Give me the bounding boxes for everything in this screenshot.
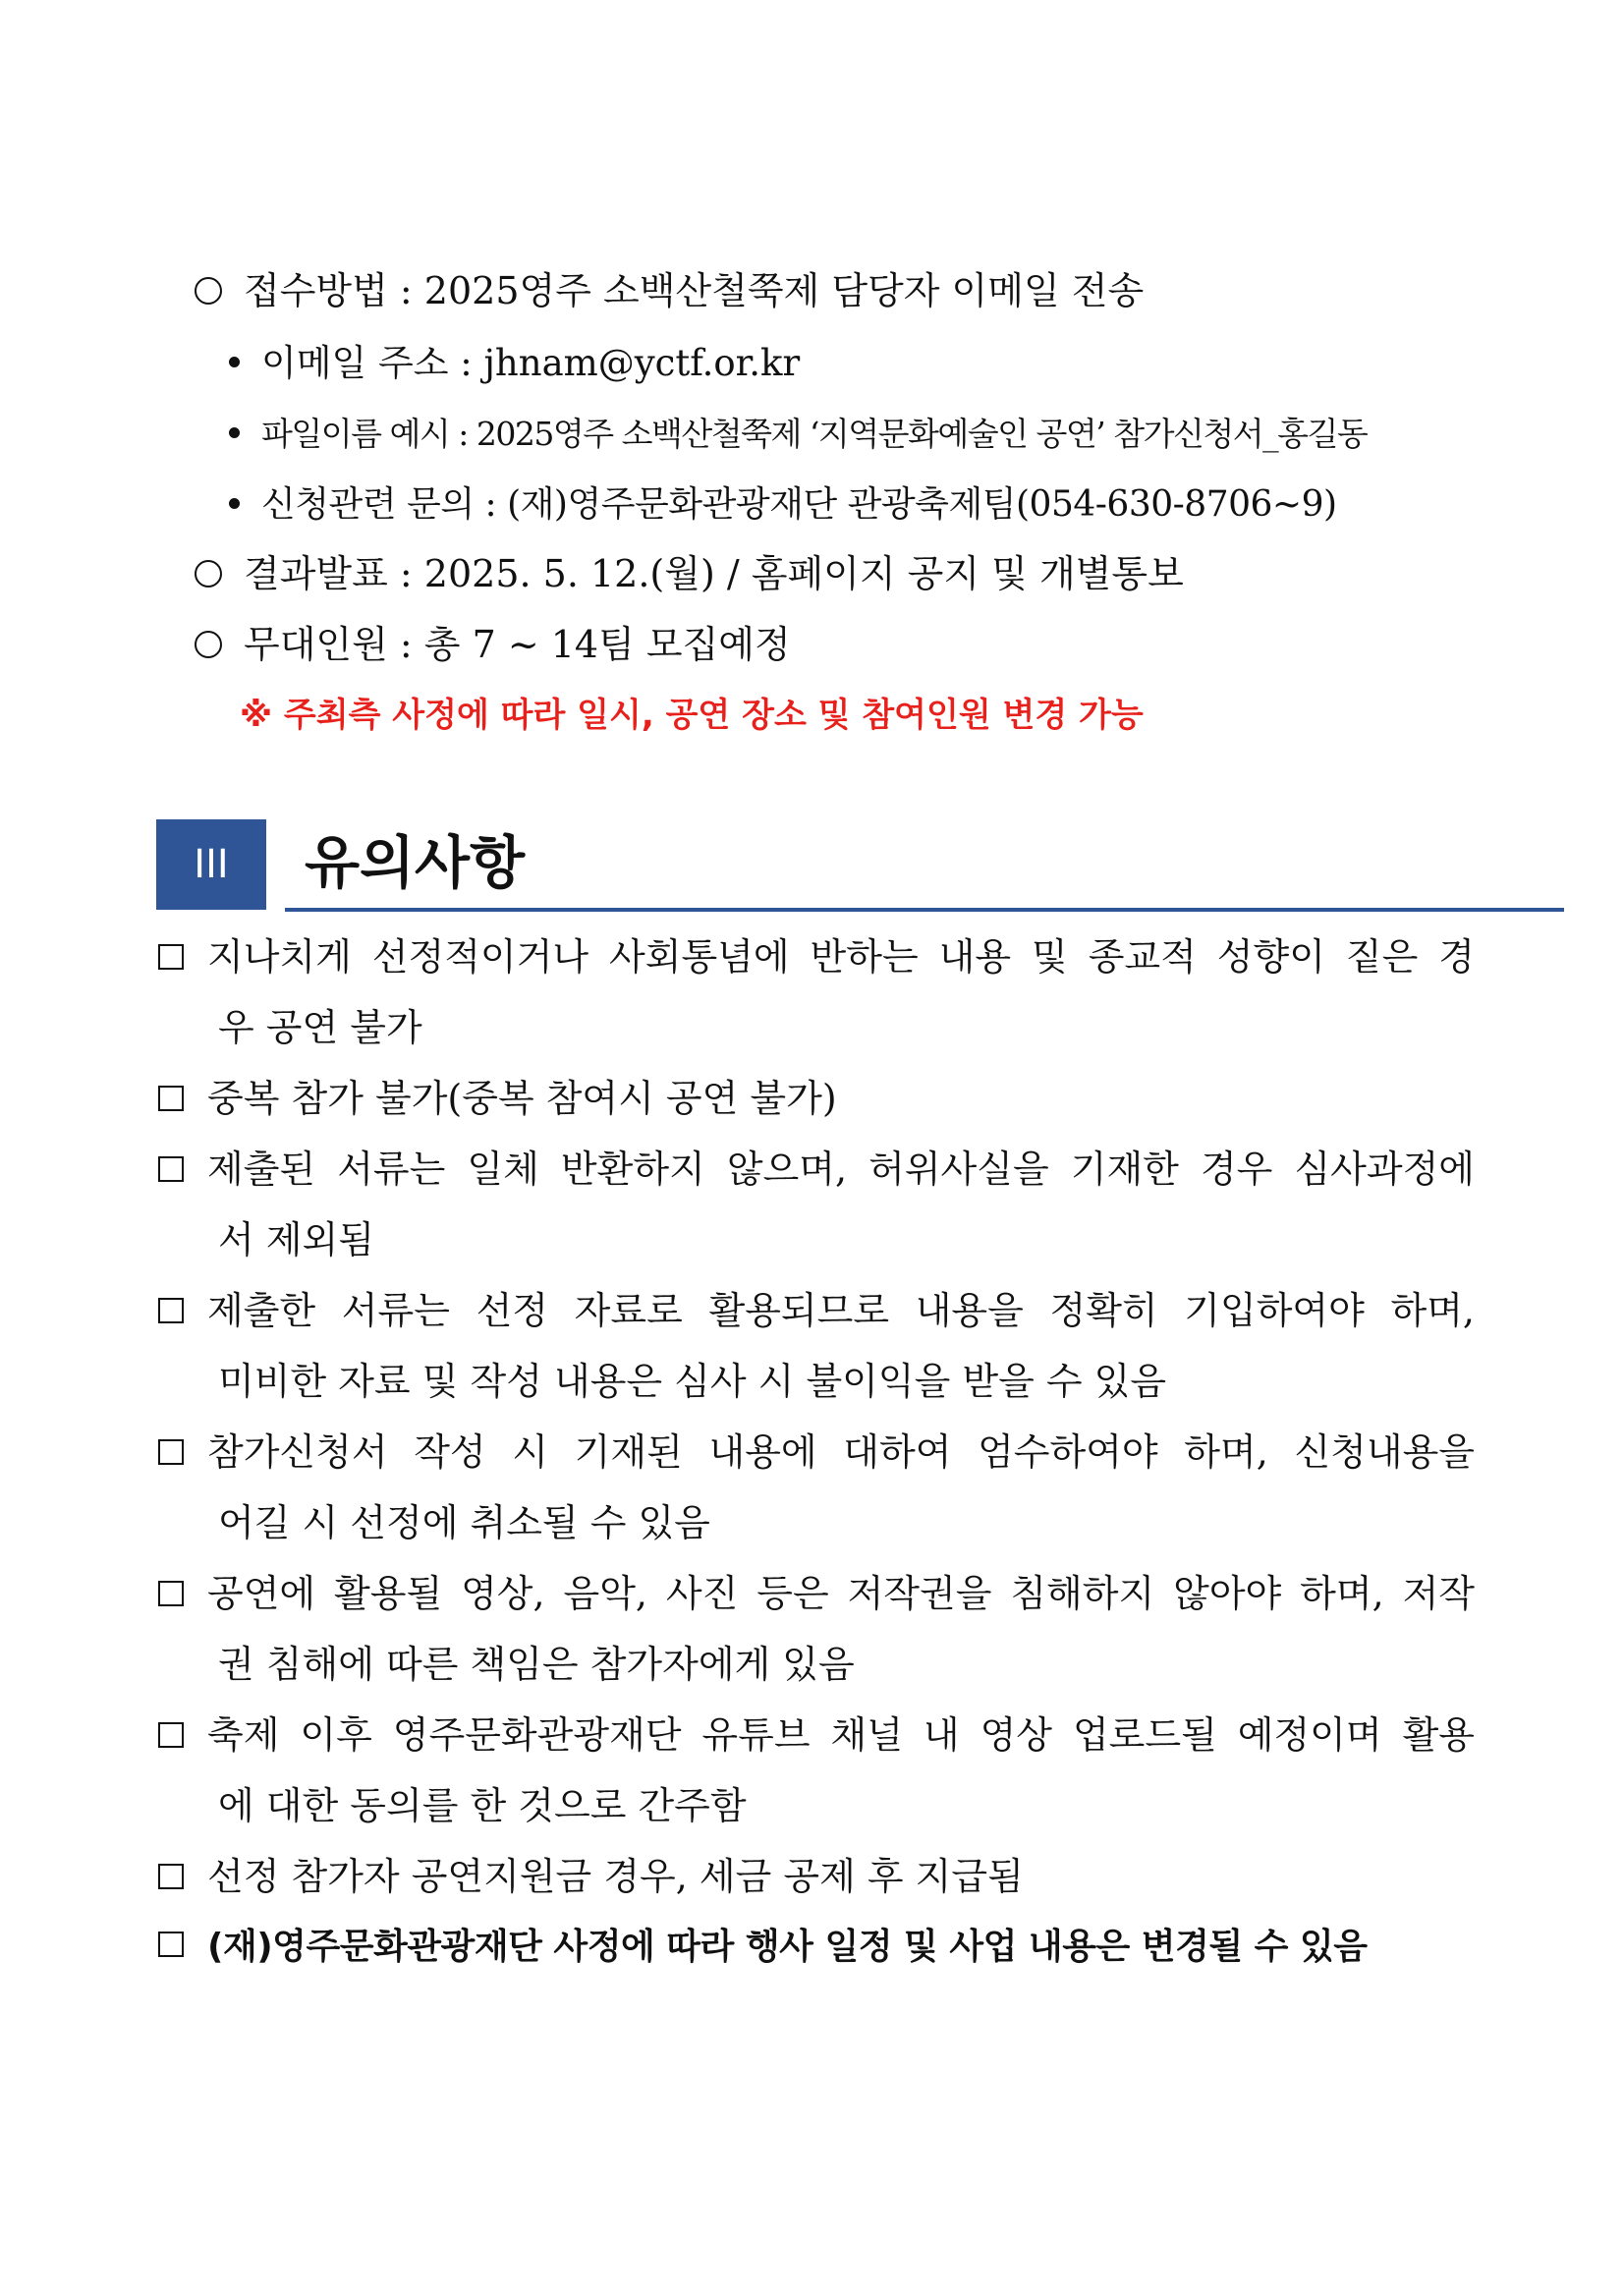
- application-filename: [229, 411, 1367, 458]
- checkbox-icon: [158, 1581, 184, 1606]
- section-number: III: [156, 819, 266, 910]
- dot-bullet-icon: [229, 498, 240, 509]
- circle-bullet-icon: [195, 560, 222, 588]
- checkbox-icon: [158, 1864, 184, 1889]
- caution-text: 제출된 서류는 일체 반환하지 않으며, 허위사실을 기재한 경우 심사과정에: [207, 1148, 1475, 1191]
- caution-text: (재)영주문화관광재단 사정에 따라 행사 일정 및 사업 내용은 변경될 수 있음: [207, 1927, 1368, 1967]
- caution-item-continued: 어길 시 선정에 취소될 수 있음: [218, 1501, 710, 1544]
- application-contact: [229, 481, 1337, 529]
- application-email-text: 이메일 주소 : jhnam@yctf.or.kr: [261, 342, 801, 384]
- caution-item-continued: 우 공연 불가: [218, 1006, 422, 1049]
- caution-item: [158, 1287, 1475, 1334]
- checkbox-icon: [158, 944, 184, 970]
- application-stage: [195, 621, 791, 668]
- application-method: [195, 267, 1144, 314]
- change-notice: ※ 주최측 사정에 따라 일시, 공연 장소 및 참여인원 변경 가능: [240, 696, 1144, 735]
- dot-bullet-icon: [229, 427, 240, 438]
- checkbox-icon: [158, 1156, 184, 1182]
- checkbox-icon: [158, 1722, 184, 1748]
- caution-item-continued: 에 대한 동의를 한 것으로 간주함: [218, 1784, 747, 1827]
- checkbox-icon: [158, 1439, 184, 1465]
- application-result-text: 결과발표 : 2025. 5. 12.(월) / 홈페이지 공지 및 개별통보: [244, 552, 1184, 595]
- caution-item: [158, 1853, 1024, 1900]
- caution-item: [158, 1146, 1475, 1193]
- application-result: [195, 550, 1184, 597]
- caution-item: [158, 933, 1475, 980]
- application-method-text: 접수방법 : 2025영주 소백산철쭉제 담당자 이메일 전송: [244, 269, 1145, 312]
- caution-item: [158, 1075, 837, 1122]
- caution-item: [158, 1711, 1475, 1759]
- checkbox-icon: [158, 1932, 184, 1957]
- application-stage-text: 무대인원 : 총 7 ~ 14팀 모집예정: [244, 623, 791, 666]
- caution-item-continued: 권 침해에 따른 책임은 참가자에게 있음: [218, 1643, 855, 1686]
- application-filename-text: 파일이름 예시 : 2025영주 소백산철쭉제 ‘지역문화예술인 공연’ 참가신청서_홍길동: [261, 415, 1368, 453]
- section-divider: [285, 908, 1564, 912]
- caution-text: 참가신청서 작성 시 기재된 내용에 대하여 엄수하여야 하며, 신청내용을: [207, 1430, 1475, 1474]
- checkbox-icon: [158, 1298, 184, 1323]
- caution-text: 제출한 서류는 선정 자료로 활용되므로 내용을 정확히 기입하여야 하며,: [207, 1289, 1475, 1332]
- dot-bullet-icon: [229, 357, 240, 367]
- caution-text: 중복 참가 불가(중복 참여시 공연 불가): [207, 1077, 837, 1120]
- caution-item: [158, 1428, 1475, 1476]
- caution-text: 선정 참가자 공연지원금 경우, 세금 공제 후 지급됨: [207, 1855, 1024, 1898]
- circle-bullet-icon: [195, 277, 222, 305]
- caution-item-emphasis: [158, 1924, 1368, 1971]
- section-title: 유의사항: [305, 829, 526, 896]
- caution-item: [158, 1570, 1475, 1617]
- caution-item-continued: 서 제외됨: [218, 1218, 374, 1261]
- application-contact-text: 신청관련 문의 : (재)영주문화관광재단 관광축제팀(054-630-8706~9): [261, 484, 1337, 525]
- caution-text: 지나치게 선정적이거나 사회통념에 반하는 내용 및 종교적 성향이 짙은 경: [207, 935, 1475, 979]
- caution-text: 공연에 활용될 영상, 음악, 사진 등은 저작권을 침해하지 않아야 하며, 저작: [207, 1572, 1475, 1615]
- application-email: [229, 340, 800, 387]
- caution-text: 축제 이후 영주문화관광재단 유튜브 채널 내 영상 업로드될 예정이며 활용: [207, 1713, 1475, 1757]
- checkbox-icon: [158, 1086, 184, 1111]
- circle-bullet-icon: [195, 631, 222, 658]
- caution-item-continued: 미비한 자료 및 작성 내용은 심사 시 불이익을 받을 수 있음: [218, 1360, 1167, 1403]
